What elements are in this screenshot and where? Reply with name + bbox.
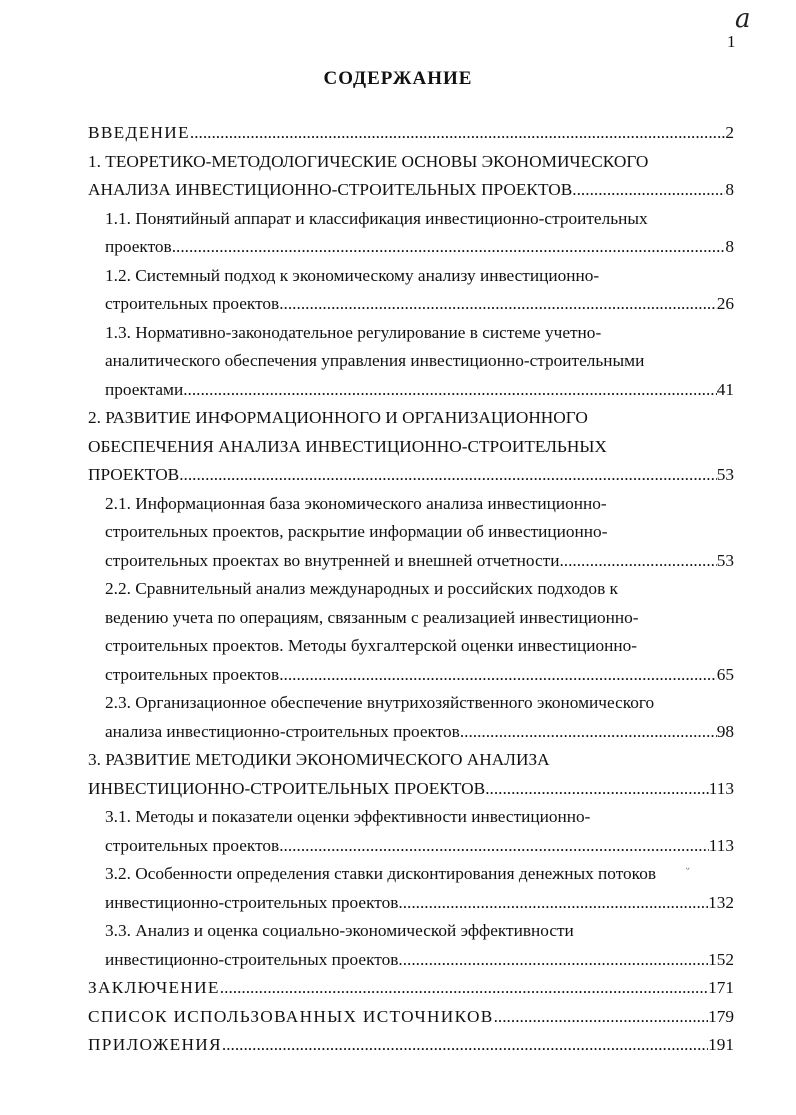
toc-line (88, 433, 734, 462)
dot-leader (485, 775, 709, 804)
toc-line-text: 1. ТЕОРЕТИКО-МЕТОДОЛОГИЧЕСКИЕ ОСНОВЫ ЭКОНОМИЧЕСКОГО (88, 151, 649, 171)
toc-entry[interactable] (105, 490, 734, 576)
toc-entry[interactable] (88, 148, 734, 205)
toc-entry[interactable] (105, 860, 734, 917)
toc-line-text: 2.2. Сравнительный анализ международных и российских подходов к (105, 579, 618, 598)
toc-page-number: 98 (716, 721, 734, 741)
toc-page-number: 132 (708, 892, 734, 912)
toc-line-text: строительных проектов (105, 294, 280, 313)
toc-line-text: анализа инвестиционно-строительных проектов (105, 721, 460, 741)
dot-leader (460, 718, 717, 747)
dot-leader (279, 661, 717, 690)
toc-line-text: строительных проектов (105, 664, 280, 684)
toc-line (105, 290, 734, 319)
toc-entry[interactable] (88, 974, 734, 1003)
dot-leader (398, 889, 708, 918)
toc-line (88, 404, 734, 433)
toc-page-number: 53 (716, 550, 734, 570)
toc-entry[interactable] (105, 205, 734, 262)
table-of-contents (88, 119, 734, 1060)
toc-entry[interactable] (105, 803, 734, 860)
toc-page-number: 65 (716, 664, 734, 684)
toc-entry[interactable] (105, 575, 734, 689)
toc-entry[interactable] (105, 689, 734, 746)
toc-page-number: 113 (708, 778, 734, 798)
toc-entry[interactable] (105, 917, 734, 974)
toc-line-text: 2. РАЗВИТИЕ ИНФОРМАЦИОННОГО И ОРГАНИЗАЦИОННОГО (88, 408, 588, 427)
toc-line (105, 575, 734, 604)
toc-page-number: 2 (725, 123, 734, 142)
page-number: 1 (727, 32, 736, 51)
dot-leader (398, 946, 708, 975)
toc-entry[interactable] (88, 1031, 734, 1060)
toc-line (88, 148, 734, 177)
toc-line (88, 1031, 734, 1060)
dot-leader (222, 1031, 708, 1060)
toc-line (105, 205, 734, 234)
toc-line-text: ОБЕСПЕЧЕНИЯ АНАЛИЗА ИНВЕСТИЦИОННО-СТРОИТЕЛЬНЫХ (88, 436, 607, 456)
toc-line-text: 3.1. Методы и показатели оценки эффективности инвестиционно- (105, 807, 591, 826)
toc-entry[interactable] (105, 262, 734, 319)
toc-line-text: строительных проектах во внутренней и внешней отчетности (105, 550, 560, 570)
toc-line-text: проектами (105, 379, 184, 399)
toc-line-text: 2.3. Организационное обеспечение внутрихозяйственного экономического (105, 693, 655, 712)
toc-line-text: строительных проектов (105, 835, 280, 855)
dot-leader (572, 176, 725, 205)
toc-page-number: 26 (716, 294, 734, 313)
toc-line (88, 974, 734, 1003)
toc-line (105, 518, 734, 547)
toc-page-number: 8 (725, 237, 734, 256)
toc-line (105, 632, 734, 661)
dot-leader (183, 376, 717, 405)
pencil-tick-mark: ᵕ (686, 862, 690, 876)
toc-line (105, 661, 734, 690)
handwritten-margin-mark: a (735, 4, 751, 34)
dot-leader (494, 1003, 708, 1032)
toc-line-text: ВВЕДЕНИЕ (88, 123, 190, 142)
toc-line-text: ПРОЕКТОВ (88, 465, 180, 484)
dot-leader (190, 119, 725, 148)
toc-page-number: 179 (708, 1006, 734, 1026)
toc-line (105, 803, 734, 832)
toc-line-text: инвестиционно-строительных проектов (105, 892, 399, 912)
toc-line (88, 746, 734, 775)
toc-page-number: 171 (708, 978, 734, 997)
dot-leader (179, 461, 717, 490)
toc-line-text: ЗАКЛЮЧЕНИЕ (88, 978, 220, 997)
toc-line-text: 3. РАЗВИТИЕ МЕТОДИКИ ЭКОНОМИЧЕСКОГО АНАЛИЗА (88, 750, 550, 769)
toc-line-text: 3.3. Анализ и оценка социально-экономической эффективности (105, 921, 574, 940)
toc-line (105, 547, 734, 576)
dot-leader (220, 974, 708, 1003)
toc-line (105, 376, 734, 405)
toc-line-text: аналитического обеспечения управления инвестиционно-строительными (105, 351, 645, 370)
dot-leader (279, 832, 709, 861)
toc-line (88, 119, 734, 148)
toc-line-text: 1.3. Нормативно-законодательное регулирование в системе учетно- (105, 322, 602, 342)
toc-entry[interactable] (105, 319, 734, 405)
toc-page-number: 8 (725, 180, 734, 199)
dot-leader (559, 547, 716, 576)
toc-line-text: АНАЛИЗА ИНВЕСТИЦИОННО-СТРОИТЕЛЬНЫХ ПРОЕКТОВ (88, 180, 573, 199)
dot-leader (279, 290, 717, 319)
toc-line (105, 233, 734, 262)
toc-line (105, 262, 734, 291)
toc-line (105, 946, 734, 975)
toc-line-text: строительных проектов, раскрытие информации об инвестиционно- (105, 522, 608, 541)
toc-line-text: инвестиционно-строительных проектов (105, 949, 399, 969)
toc-line-text: 1.2. Системный подход к экономическому анализу инвестиционно- (105, 265, 600, 285)
toc-page-number: 152 (708, 949, 734, 969)
toc-entry[interactable] (88, 1003, 734, 1032)
toc-line-text: ПРИЛОЖЕНИЯ (88, 1035, 222, 1054)
toc-line-text: ведению учета по операциям, связанным с реализацией инвестиционно- (105, 607, 639, 627)
dot-leader (172, 233, 726, 262)
toc-line (105, 490, 734, 519)
toc-entry[interactable] (88, 119, 734, 148)
toc-line (105, 889, 734, 918)
toc-line (105, 718, 734, 747)
toc-page-number: 113 (708, 835, 734, 855)
toc-line (105, 347, 734, 376)
toc-page-number: 191 (708, 1035, 734, 1054)
toc-entry[interactable] (88, 404, 734, 490)
toc-line-text: 2.1. Информационная база экономического анализа инвестиционно- (105, 493, 607, 513)
toc-line (105, 860, 734, 889)
toc-line (88, 461, 734, 490)
toc-entry[interactable] (88, 746, 734, 803)
toc-line-text: проектов (105, 237, 172, 256)
toc-line (88, 176, 734, 205)
toc-line (88, 775, 734, 804)
toc-line-text: 1.1. Понятийный аппарат и классификация инвестиционно-строительных (105, 208, 648, 228)
toc-line (105, 917, 734, 946)
page-title: СОДЕРЖАНИЕ (323, 68, 473, 89)
toc-line-text: ИНВЕСТИЦИОННО-СТРОИТЕЛЬНЫХ ПРОЕКТОВ (88, 778, 486, 798)
toc-line (105, 319, 734, 348)
toc-line-text: строительных проектов. Методы бухгалтерской оценки инвестиционно- (105, 636, 637, 655)
toc-line (88, 1003, 734, 1032)
toc-line-text: СПИСОК ИСПОЛЬЗОВАННЫХ ИСТОЧНИКОВ (88, 1006, 494, 1026)
toc-line-text: 3.2. Особенности определения ставки дисконтирования денежных потоков (105, 864, 656, 883)
toc-page-number: 53 (716, 465, 734, 484)
toc-line (105, 604, 734, 633)
toc-page-number: 41 (716, 379, 734, 399)
toc-line (105, 689, 734, 718)
toc-line (105, 832, 734, 861)
